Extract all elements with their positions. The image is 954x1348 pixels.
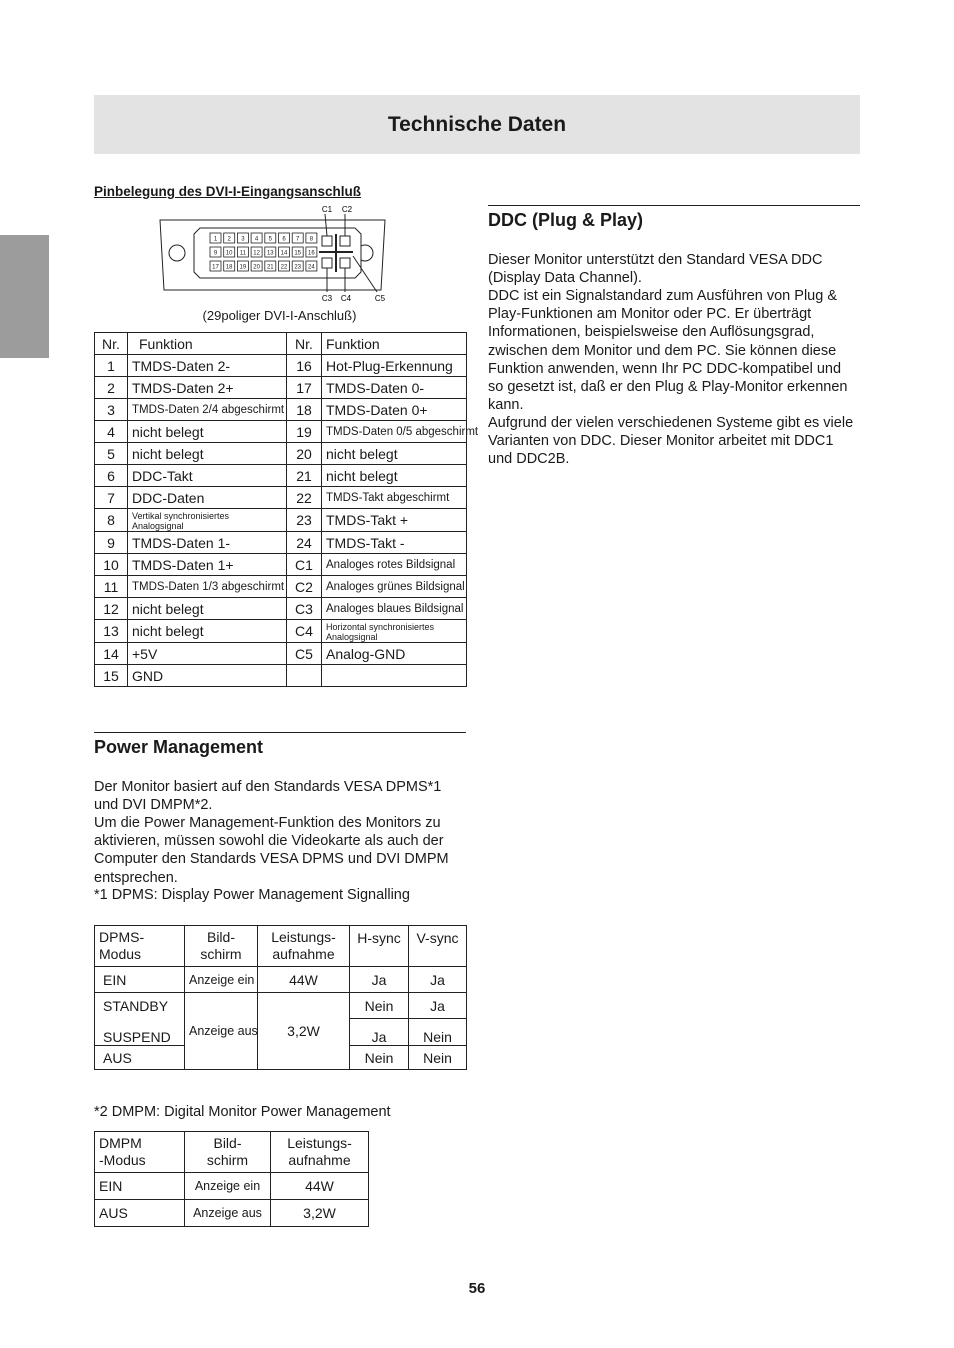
table-row [95,1173,369,1200]
label-c5: C5 [374,294,386,303]
cell-funktion: Analoges rotes Bildsignal [322,554,467,576]
connector-pin-label: 4 [254,236,259,243]
connector-pin-label: 11 [239,250,247,257]
cell-nr: 11 [95,576,128,598]
cell-nr: 19 [287,421,322,443]
cell-hsync: Nein [350,1046,409,1070]
connector-pin-label: 23 [294,264,302,271]
connector-pin-label: 1 [213,236,218,243]
footnote-dpms: *1 DPMS: Display Power Management Signalling [94,887,410,903]
cell-hsync: Nein [350,993,409,1019]
cell-hsync: Ja [350,967,409,993]
cell-funktion: +5V [128,643,287,665]
table-row [95,355,467,377]
cell-funktion: TMDS-Daten 0/5 abgeschirmt [322,421,467,443]
cell-funktion: TMDS-Daten 1+ [128,554,287,576]
cell-nr: 10 [95,554,128,576]
ddc-section-title: DDC (Plug & Play) [488,210,644,230]
table-row [95,620,467,643]
power-paragraph-2: Um die Power Management-Funktion des Monitors zu aktivieren, müssen sowohl die Videokarte als auch der Computer den Standards VESA DPMS und DVI DMPM entsprechen. [94,815,449,886]
power-section-title: Power Management [94,737,264,757]
header-nr: Nr. [95,333,128,355]
connector-pin-label: 10 [225,250,233,257]
dpms-table [94,925,467,1070]
pin-assignment-table [94,332,479,687]
cell-funktion: nicht belegt [128,443,287,465]
cell-screen: Anzeige ein [185,967,258,993]
connector-pin-label: 5 [268,236,272,243]
cell-nr: 23 [287,509,322,532]
connector-pin-label: 14 [280,250,288,257]
ddc-paragraph-2: DDC ist ein Signalstandard zum Ausführen von Plug & Play-Funktionen am Monitor oder PC. Er überträgt Informationen, beispielsweise den Auflösungsgrad, zwischen dem Monitor und dem PC. Sie können diese Funktion anwenden, wenn Ihr PC DDC-kompatibel und so gesetzt ist, daß er den Plug & Play-Monitor erkennen kann. [488,288,848,414]
table-row [95,421,467,443]
table-row [95,377,467,399]
cell-nr: C5 [287,643,322,665]
cell-funktion: TMDS-Takt - [322,532,467,554]
cell-nr: C2 [287,576,322,598]
header-funktion: Funktion [128,333,287,355]
table-row [95,993,467,1019]
cell-funktion: DDC-Takt [128,465,287,487]
cell-mode: EIN [95,967,185,993]
cell-funktion: TMDS-Takt abgeschirmt [322,487,467,509]
cell-funktion: TMDS-Daten 1/3 abgeschirmt [128,576,287,598]
header-funktion: Funktion [322,333,467,355]
table-header-row [95,926,467,967]
header-bildschirm: Bild- schirm [185,926,258,967]
connector-pin-label: 6 [282,236,286,243]
header-bildschirm: Bild- schirm [185,1132,271,1173]
cell-nr: 16 [287,355,322,377]
cell-funktion: TMDS-Takt + [322,509,467,532]
table-row [95,665,467,687]
cell-power: 44W [271,1173,369,1200]
cell-nr: 18 [287,399,322,421]
cell-power: 44W [258,967,350,993]
power-paragraph-1: Der Monitor basiert auf den Standards VESA DPMS*1 und DVI DMPM*2. [94,779,442,814]
cell-power: 3,2W [271,1200,369,1227]
table-header-row [95,1132,369,1173]
cell-nr: 6 [95,465,128,487]
connector-caption: (29poliger DVI-I-Anschluß) [202,308,357,323]
table-row [95,532,467,554]
cell-funktion: nicht belegt [128,620,287,643]
cell-funktion: nicht belegt [128,598,287,620]
label-c2: C2 [341,205,353,214]
connector-pin-label: 18 [225,264,233,271]
cell-nr: 4 [95,421,128,443]
header-hsync: H-sync [350,926,409,967]
cell-nr: C3 [287,598,322,620]
cell-vsync: Ja [409,967,467,993]
connector-pin-label: 7 [296,236,300,243]
connector-pin-label: 9 [213,250,218,257]
cell-nr: 24 [287,532,322,554]
cell-nr [287,665,322,687]
cell-mode: SUSPEND [95,1019,185,1046]
cell-mode: AUS [95,1200,185,1227]
page-number: 56 [468,1280,486,1297]
connector-pin-label: 24 [308,264,315,271]
connector-pin-label: 13 [266,250,274,257]
ddc-paragraph-3: Aufgrund der vielen verschiedenen Systeme gibt es viele Varianten von DDC. Dieser Monitor arbeitet mit DDC1 und DDC2B. [488,415,854,468]
dmpm-table [94,1131,369,1227]
table-row [95,399,467,421]
cell-nr: 7 [95,487,128,509]
table-row [95,643,467,665]
cell-nr: 9 [95,532,128,554]
table-row [95,487,467,509]
connector-pin-label: 3 [241,236,245,243]
cell-nr: 1 [95,355,128,377]
label-c4: C4 [340,294,352,303]
page-header [94,95,860,154]
cell-funktion: Vertikal synchronisiertes Analogsignal [128,509,287,532]
cell-nr: 5 [95,443,128,465]
connector-pin-label: 20 [253,264,260,271]
cell-funktion: Analoges blaues Bildsignal [322,598,467,620]
connector-pin-label: 17 [212,264,219,271]
header-dmpm-modus: DMPM -Modus [95,1132,185,1173]
cell-funktion: Horizontal synchronisiertes Analogsignal [322,620,467,643]
cell-screen: Anzeige ein [185,1173,271,1200]
table-row [95,967,467,993]
cell-screen: Anzeige aus [185,1200,271,1227]
cell-nr: C1 [287,554,322,576]
cell-funktion: TMDS-Daten 2- [128,355,287,377]
table-row [95,598,467,620]
cell-mode: STANDBY [95,993,185,1019]
label-c3: C3 [321,294,333,303]
dvi-connector-diagram [155,200,395,310]
table-row [95,465,467,487]
section-rule [94,732,466,733]
cell-hsync: Ja [350,1019,409,1046]
connector-pin-label: 19 [239,264,247,271]
cell-power: 3,2W [258,993,350,1070]
cell-vsync: Nein [409,1046,467,1070]
table-row [95,1200,369,1227]
table-row [95,554,467,576]
header-dpms-modus: DPMS- Modus [95,926,185,967]
connector-pin-label: 8 [309,236,314,243]
cell-nr: 17 [287,377,322,399]
cell-mode: EIN [95,1173,185,1200]
cell-nr: 21 [287,465,322,487]
section-rule [488,205,860,206]
cell-funktion: Hot-Plug-Erkennung [322,355,467,377]
cell-funktion: TMDS-Daten 2+ [128,377,287,399]
cell-funktion: nicht belegt [128,421,287,443]
cell-vsync: Nein [409,1019,467,1046]
table-row [95,576,467,598]
cell-funktion: Analoges grünes Bildsignal [322,576,467,598]
connector-pin-label: 16 [308,250,315,257]
cell-funktion: TMDS-Daten 0+ [322,399,467,421]
cell-funktion: TMDS-Daten 2/4 abgeschirmt [128,399,287,421]
pin-heading: Pinbelegung des DVI-I-Eingangsanschluß [94,184,362,199]
cell-mode: AUS [95,1046,185,1070]
cell-nr: 22 [287,487,322,509]
connector-pin-label: 22 [280,264,288,271]
connector-pin-label: 21 [266,264,274,271]
header-leistungsaufnahme: Leistungs- aufnahme [271,1132,369,1173]
table-row [95,443,467,465]
page-title: Technische Daten [387,113,567,136]
cell-funktion: nicht belegt [322,465,467,487]
cell-nr: 20 [287,443,322,465]
cell-nr: 2 [95,377,128,399]
cell-nr: 3 [95,399,128,421]
side-tab-marker [0,235,49,358]
footnote-dmpm: *2 DMPM: Digital Monitor Power Management [94,1104,391,1120]
cell-funktion: DDC-Daten [128,487,287,509]
connector-pin-label: 15 [294,250,302,257]
cell-nr: 12 [95,598,128,620]
cell-vsync: Ja [409,993,467,1019]
label-c1: C1 [321,205,333,214]
cell-nr: 13 [95,620,128,643]
cell-funktion: Analog-GND [322,643,467,665]
cell-nr: 14 [95,643,128,665]
header-leistungsaufnahme: Leistungs- aufnahme [258,926,350,967]
connector-pin-label: 2 [227,236,231,243]
table-row [95,509,467,532]
cell-funktion [322,665,467,687]
connector-pin-label: 12 [253,250,260,257]
header-vsync: V-sync [409,926,467,967]
cell-funktion: GND [128,665,287,687]
cell-funktion: TMDS-Daten 1- [128,532,287,554]
cell-screen: Anzeige aus [185,993,258,1070]
cell-nr: C4 [287,620,322,643]
ddc-paragraph-1: Dieser Monitor unterstützt den Standard VESA DDC (Display Data Channel). [488,252,823,287]
cell-nr: 8 [95,509,128,532]
cell-funktion: TMDS-Daten 0- [322,377,467,399]
table-header-row [95,333,467,355]
cell-funktion: nicht belegt [322,443,467,465]
cell-nr: 15 [95,665,128,687]
header-nr: Nr. [287,333,322,355]
